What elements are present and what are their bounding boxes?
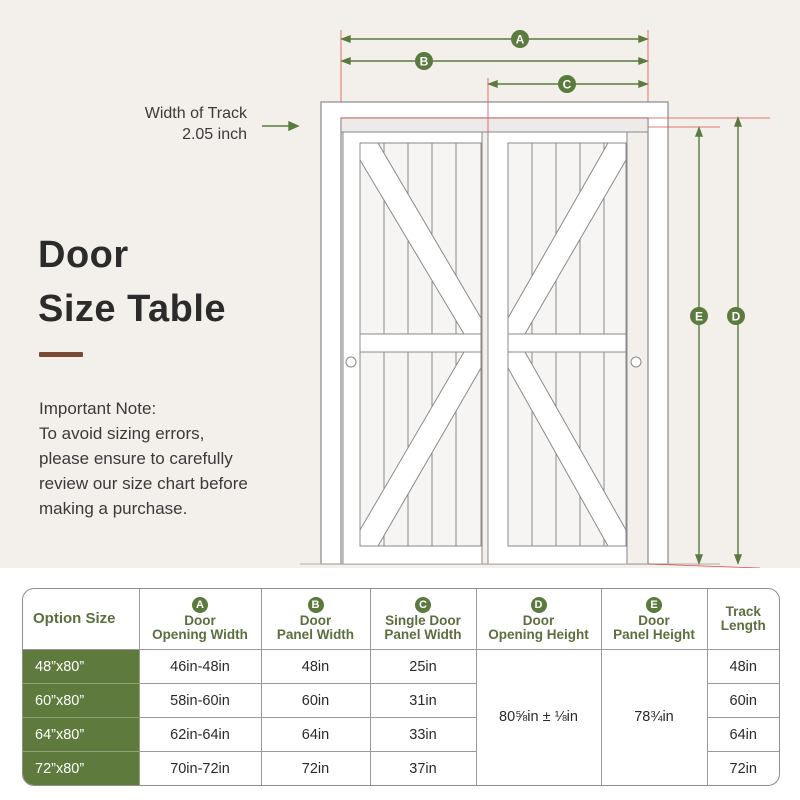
option-size-cell: 72”x80” — [23, 752, 139, 786]
opening-height-cell: 80⅝in ± ⅛in — [476, 650, 601, 786]
single-panel-width-cell: 25in — [370, 650, 476, 684]
single-panel-width-cell: 37in — [370, 752, 476, 786]
header-door-opening-width: A Door Opening Width — [139, 589, 261, 650]
header-track-length: Track Length — [707, 589, 779, 650]
svg-text:D: D — [731, 309, 741, 324]
note-line: please ensure to carefully — [39, 449, 233, 468]
opening-width-cell: 62in-64in — [139, 718, 261, 752]
panel-width-cell: 60in — [261, 684, 370, 718]
svg-text:C: C — [562, 77, 572, 92]
panel-width-cell: 48in — [261, 650, 370, 684]
option-size-cell: 60”x80” — [23, 684, 139, 718]
title-line1: Door — [38, 234, 129, 276]
track-width-label — [110, 103, 247, 145]
note-line: To avoid sizing errors, — [39, 424, 205, 443]
marker-d-icon: D — [531, 597, 547, 613]
track-length-cell: 48in — [707, 650, 779, 684]
page-title — [38, 228, 226, 336]
marker-e-icon: E — [646, 597, 662, 613]
important-note — [39, 396, 248, 521]
svg-text:A: A — [515, 32, 525, 47]
track-label-line2: 2.05 inch — [182, 126, 247, 143]
svg-text:E: E — [694, 309, 704, 324]
title-accent-bar — [39, 352, 83, 357]
header-option-size: Option Size — [23, 589, 139, 650]
note-line: making a purchase. — [39, 499, 188, 518]
table-header-row — [23, 589, 779, 650]
option-size-cell: 48”x80” — [23, 650, 139, 684]
opening-width-cell: 46in-48in — [139, 650, 261, 684]
size-table — [22, 588, 780, 786]
note-line: Important Note: — [39, 399, 157, 418]
marker-c-icon: C — [415, 597, 431, 613]
marker-a-icon — [511, 30, 529, 48]
header-door-panel-height: E Door Panel Height — [601, 589, 707, 650]
table-row — [23, 650, 779, 684]
header-single-door-panel-width: C Single Door Panel Width — [370, 589, 476, 650]
header-door-opening-height: D Door Opening Height — [476, 589, 601, 650]
marker-c-icon — [558, 75, 576, 93]
svg-text:B: B — [419, 54, 429, 69]
marker-e-icon — [690, 307, 708, 325]
marker-a-icon: A — [192, 597, 208, 613]
marker-d-icon — [727, 307, 745, 325]
marker-b-icon: B — [308, 597, 324, 613]
track-bar — [341, 118, 648, 132]
single-panel-width-cell: 33in — [370, 718, 476, 752]
marker-b-icon — [415, 52, 433, 70]
track-length-cell: 64in — [707, 718, 779, 752]
single-panel-width-cell: 31in — [370, 684, 476, 718]
right-door-panel — [488, 132, 641, 564]
track-length-cell: 60in — [707, 684, 779, 718]
panel-height-cell: 78¾in — [601, 650, 707, 786]
title-line2: Size Table — [38, 288, 227, 330]
opening-width-cell: 58in-60in — [139, 684, 261, 718]
option-size-cell: 64”x80” — [23, 718, 139, 752]
header-door-panel-width: B Door Panel Width — [261, 589, 370, 650]
track-label-line1: Width of Track — [144, 105, 247, 122]
track-length-cell: 72in — [707, 752, 779, 786]
note-line: review our size chart before — [39, 474, 248, 493]
left-door-panel — [343, 132, 482, 564]
panel-width-cell: 72in — [261, 752, 370, 786]
opening-width-cell: 70in-72in — [139, 752, 261, 786]
panel-width-cell: 64in — [261, 718, 370, 752]
